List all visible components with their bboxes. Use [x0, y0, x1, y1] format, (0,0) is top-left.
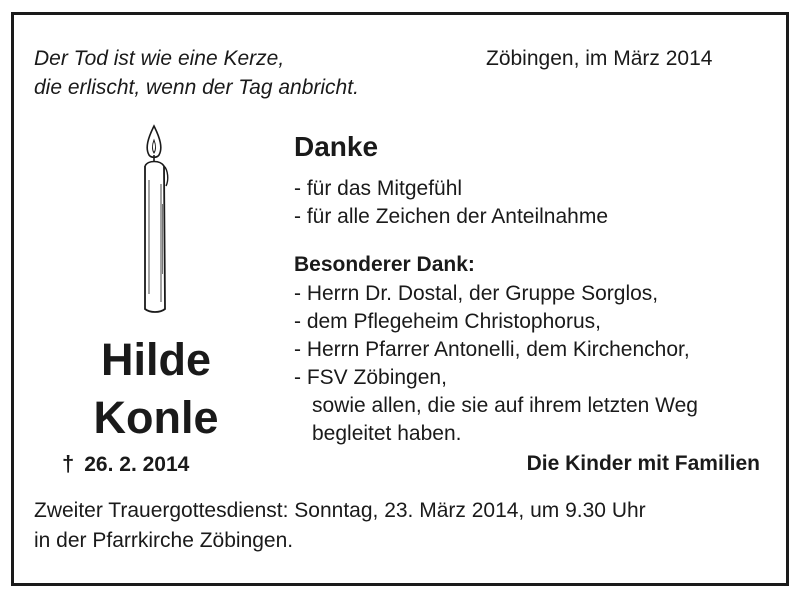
list-item: - für alle Zeichen der Anteilnahme [294, 205, 609, 228]
first-name: Hilde [100, 334, 212, 385]
list-item: - dem Pflegeheim Christophorus, [294, 310, 601, 333]
list-item: - Herrn Pfarrer Antonelli, dem Kirchenchor, [294, 338, 690, 361]
motto-line-1: Der Tod ist wie eine Kerze, [34, 47, 285, 70]
service-info [34, 496, 646, 556]
dagger-icon: † [62, 451, 75, 476]
list-item: - für das Mitgefühl [294, 177, 463, 200]
closing-line: sowie allen, die sie auf ihrem letzten Weg [312, 394, 698, 417]
special-thanks-heading: Besonderer Dank: [294, 253, 475, 276]
signature: Die Kinder mit Familien [526, 452, 760, 475]
last-name: Konle [93, 392, 219, 443]
thanks-heading: Danke [294, 131, 379, 162]
place-date: Zöbingen, im März 2014 [486, 47, 713, 70]
death-date-line [62, 451, 189, 477]
death-date: 26. 2. 2014 [84, 453, 190, 476]
list-item: - Herrn Dr. Dostal, der Gruppe Sorglos, [294, 282, 659, 305]
thanks-list [294, 175, 608, 231]
closing-line: begleitet haben. [312, 422, 462, 445]
motto [34, 44, 359, 102]
special-thanks-list [294, 280, 698, 448]
candle-icon [128, 124, 184, 316]
list-item: - FSV Zöbingen, [294, 366, 447, 389]
motto-line-2: die erlischt, wenn der Tag anbricht. [34, 76, 359, 99]
service-line-1: Zweiter Trauergottesdienst: Sonntag, 23. März 2014, um 9.30 Uhr [34, 499, 646, 522]
service-line-2: in der Pfarrkirche Zöbingen. [34, 529, 294, 552]
